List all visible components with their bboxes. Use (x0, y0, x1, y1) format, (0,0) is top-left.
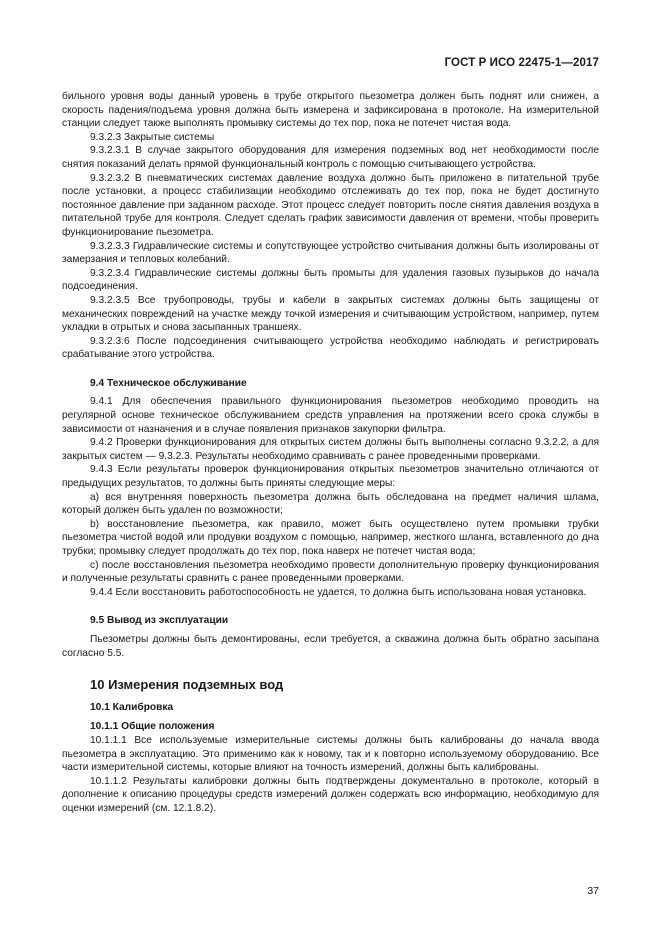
clause-9-3-2-3-4: 9.3.2.3.4 Гидравлические системы должны быть промыты для удаления газовых пузырьков до начала подсоединения. (62, 267, 599, 293)
clause-9-3-2-3-5: 9.3.2.3.5 Все трубопроводы, трубы и кабели в закрытых системах должны быть защищены от механических повреждений на участке между точкой измерения и считывающим устройством, например, путем укладки в отрытых и снова засыпанных траншеях. (62, 294, 599, 334)
section-heading-9-4: 9.4 Техническое обслуживание (90, 377, 247, 389)
list-item-a: a) вся внутренняя поверхность пьезометра должна быть обследована на предмет наличия шлама, который должен быть удален по возможности; (62, 491, 599, 517)
page-number: 37 (587, 885, 599, 897)
clause-9-3-2-3-3: 9.3.2.3.3 Гидравлические системы и сопутствующее устройство считывания должны быть изолированы от замерзания и тепловых колебаний. (62, 240, 599, 266)
clause-10-1-1-2: 10.1.1.2 Результаты калибровки должны быть подтверждены документально в протоколе, который в дополнение к описанию процедуры средств измерений должен содержать всю информацию, необходимую для оценки измерений (см. 12.1.8.2). (62, 775, 599, 814)
clause-9-4-1: 9.4.1 Для обеспечения правильного функционирования пьезометров необходимо проводить на регулярной основе техническое обслуживанием средств управления на протяжении всего срока службы в зависимости от назначения и в случае появления признаков закупорки фильтра. (62, 396, 599, 435)
list-item-c: c) после восстановления пьезометра необходимо провести дополнительную проверку функционирования и полученные результаты сравнить с ранее проведенными проверками. (62, 559, 599, 585)
clause-10-1-1-1: 10.1.1.1 Все используемые измерительные системы должны быть калиброваны до начала ввода пьезометра в эксплуатацию. Это применимо как к новому, так и к повторно используемому оборудованию. Все части измерительной системы, которые влияют на точность измерений, должны быть калиброваны. (62, 734, 599, 774)
chapter-heading-10: 10 Измерения подземных вод (90, 677, 284, 693)
clause-9-5-text: Пьезометры должны быть демонтированы, если требуется, а скважина должна быть обратно засыпана согласно 5.5. (62, 633, 599, 659)
section-heading-10-1: 10.1 Калибровка (90, 701, 174, 713)
clause-9-3-2-3-2: 9.3.2.3.2 В пневматических системах давление воздуха должно быть приложено в питательной трубе после установки, а процесс стабилизации необходимо отслеживать до тех пор, пока не будет достигнуто постоянное давление при заданном расходе. Этот процесс следует повторить после снятия давления воздуха в питательной трубе для контроля. Следует сделать график зависимости давления от времени, чтобы проверить функционирование пьезометра. (62, 172, 599, 238)
clause-9-4-3: 9.4.3 Если результаты проверок функционирования открытых пьезометров значительно отличаются от предыдущих результатов, то должны быть приняты следующие меры: (62, 464, 599, 490)
list-item-b: b) восстановление пьезометра, как правило, может быть осуществлено путем промывки трубки пьезометра чистой водой или продувки воздухом с помощью, например, жесткого шланга, вставленного до дна трубки; промывку следует продолжать до тех пор, пока наверх не потечет чистая вода; (62, 518, 599, 557)
clause-9-3-2-3-1: 9.3.2.3.1 В случае закрытого оборудования для измерения подземных вод нет необходимости после снятия показаний делать прямой функциональный контроль с помощью считывающего устройства. (62, 145, 599, 170)
clause-9-3-2-3: 9.3.2.3 Закрытые системы (90, 131, 215, 143)
section-heading-10-1-1: 10.1.1 Общие положения (90, 721, 215, 733)
paragraph-continued: бильного уровня воды данный уровень в трубе открытого пьезометра должен быть поднят или снижен, а скорость падения/подъема уровня должна быть измерена и зафиксирована в протоколе. На измерительной станции следует также выполнять промывку системы до тех пор, пока не потечет чистая вода. (62, 91, 599, 130)
clause-9-3-2-3-6: 9.3.2.3.6 После подсоединения считывающего устройства необходимо наблюдать и регистрировать срабатывание этого устройства. (62, 335, 599, 361)
section-heading-9-5: 9.5 Вывод из эксплуатации (90, 615, 229, 627)
clause-9-4-2: 9.4.2 Проверки функционирования для открытых систем должны быть выполнены согласно 9.3.2.2, а для закрытых систем — 9.3.2.3. Результаты необходимо сравнивать с ранее проведенными проверками. (62, 437, 599, 462)
document-code-header: ГОСТ Р ИСО 22475-1—2017 (444, 57, 599, 69)
page-body (62, 90, 599, 816)
clause-9-4-4: 9.4.4 Если восстановить работоспособность не удается, то должна быть использована новая установка. (90, 586, 587, 598)
